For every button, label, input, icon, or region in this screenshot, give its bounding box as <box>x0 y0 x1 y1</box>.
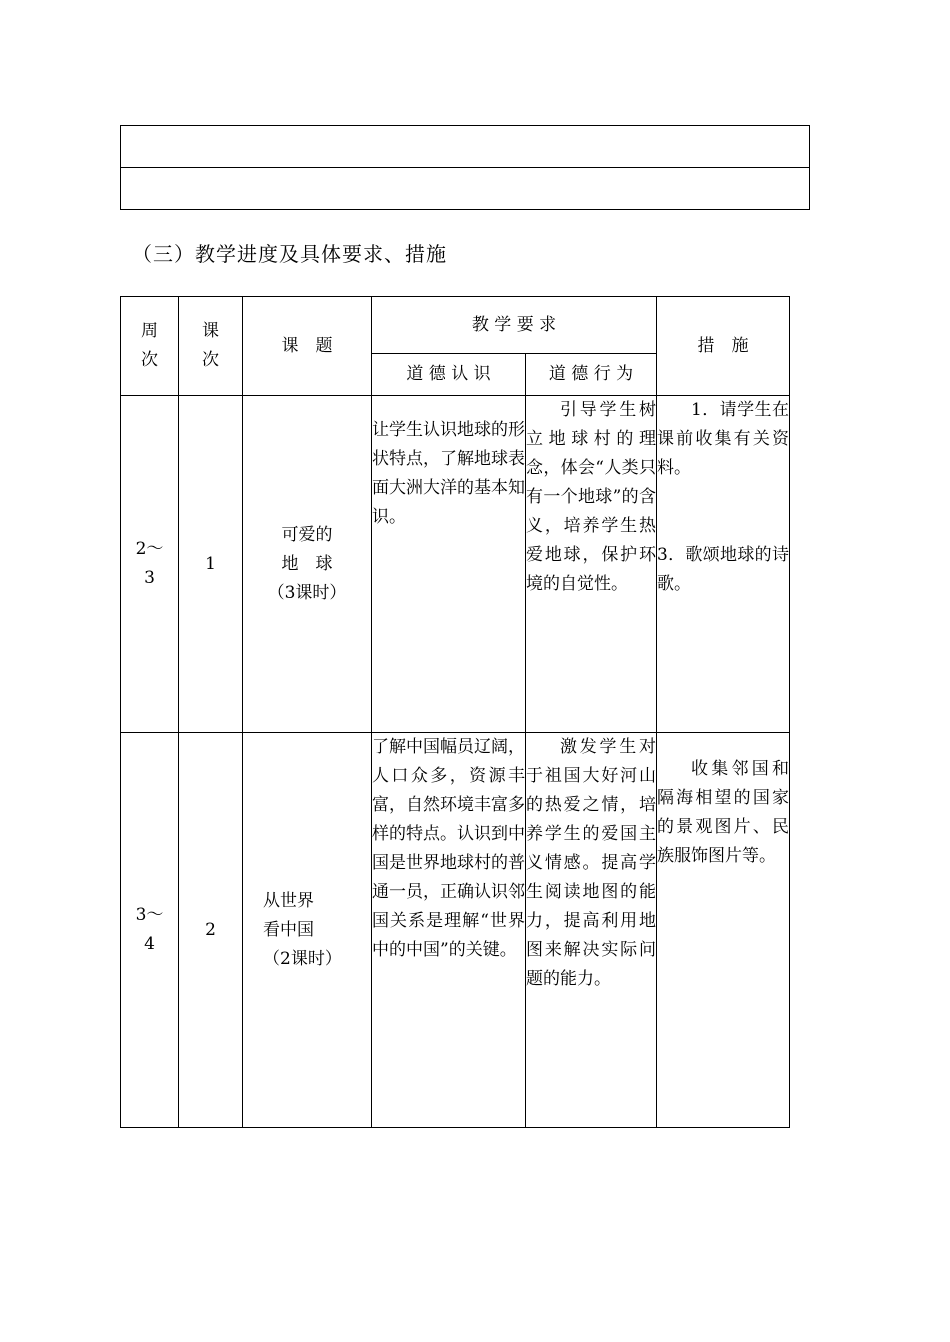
cell-week: 2～ 3 <box>121 396 179 733</box>
header-requirements: 教 学 要 求 <box>372 297 657 354</box>
header-topic: 课 题 <box>243 297 372 396</box>
cell-lesson: 2 <box>179 733 243 1128</box>
header-moral-behavior: 道 德 行 为 <box>526 354 657 396</box>
header-measures: 措 施 <box>657 297 790 396</box>
top-empty-table <box>120 125 810 210</box>
top-empty-cell <box>121 168 810 210</box>
top-empty-row <box>121 126 810 168</box>
cell-moral-behavior: 激发学生对于祖国大好河山的热爱之情，培养学生的爱国主义情感。提高学生阅读地图的能力，提高利用地图来解决实际问题的能力。 <box>526 733 657 1128</box>
cell-moral-behavior: 引导学生树立地球村的理念，体会“人类只有一个地球”的含义，培养学生热爱地球，保护环境的自觉性。 <box>526 396 657 733</box>
cell-moral-cognition: 让学生认识地球的形状特点，了解地球表面大洲大洋的基本知识。 <box>372 396 526 733</box>
top-empty-row <box>121 168 810 210</box>
cell-measures: 1．请学生在课前收集有关资料。 3．歌颂地球的诗歌。 <box>657 396 790 733</box>
section-heading: （三）教学进度及具体要求、措施 <box>132 242 447 266</box>
top-empty-cell <box>121 126 810 168</box>
cell-topic: 可爱的 地 球 （3课时） <box>243 396 372 733</box>
table-row <box>121 396 790 733</box>
cell-moral-cognition: 了解中国幅员辽阔，人口众多，资源丰富，自然环境丰富多样的特点。认识到中国是世界地球村的普通一员，正确认识邻国关系是理解“世界中的中国”的关键。 <box>372 733 526 1128</box>
header-row-top <box>121 297 790 354</box>
header-lesson: 课 次 <box>179 297 243 396</box>
cell-lesson: 1 <box>179 396 243 733</box>
header-moral-cognition: 道 德 认 识 <box>372 354 526 396</box>
header-week: 周 次 <box>121 297 179 396</box>
cell-topic: 从世界 看中国 （2课时） <box>243 733 372 1128</box>
cell-measures: 收集邻国和隔海相望的国家的景观图片、民族服饰图片等。 <box>657 733 790 1128</box>
table-row <box>121 733 790 1128</box>
schedule-table <box>120 296 790 1128</box>
cell-week: 3～ 4 <box>121 733 179 1128</box>
